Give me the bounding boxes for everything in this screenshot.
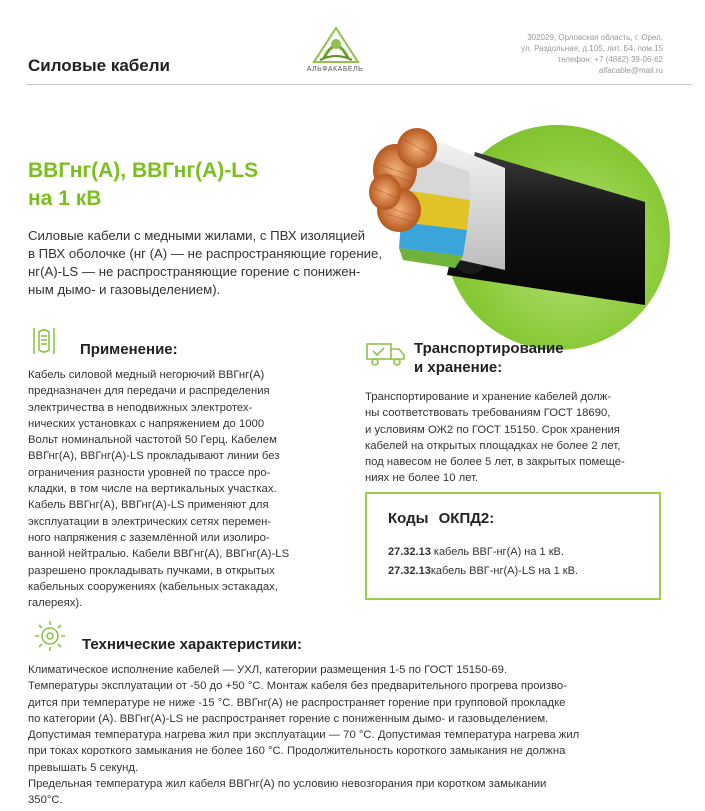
application-line: предназначен для передачи и распределения (28, 385, 270, 398)
application-line: разрешено прокладывать пучками, в открытых (28, 564, 275, 577)
contact-email[interactable]: alfacable@mail.ru (598, 66, 663, 75)
tech-line: превышать 5 секунд. (28, 761, 139, 774)
header-title: Силовые кабели (28, 56, 171, 75)
code-number: 27.32.13 (388, 565, 431, 577)
transport-line: под навесом не более 5 лет, в закрытых помеще- (365, 456, 625, 469)
transport-line: кабелей на открытых площадках не более 2 лет, (365, 439, 621, 452)
tech-line: дится при температуре не ниже -15 °С. ВВГнг(А) не распространяет горение при групповой прокладке (28, 696, 566, 709)
code-description: кабель ВВГ-нг(А) на 1 кВ. (430, 546, 564, 558)
tech-text (28, 662, 688, 809)
intro-line: ным дымо- и газовыделением). (28, 282, 221, 297)
application-line: Кабель ВВГнг(А), ВВГнг(А)-LS применяют для (28, 499, 269, 512)
tech-line: 350°С. (28, 794, 63, 807)
contact-address-line2: ул. Раздольная, д.105, лит. Б4, пом.15 (521, 44, 663, 53)
code-number: 27.32.13 (388, 546, 431, 558)
product-title (28, 157, 258, 213)
transport-title-line2: и хранение: (414, 359, 503, 376)
contact-phone: телефон: +7 (4862) 39-06-62 (557, 55, 663, 64)
tech-line: Допустимая температура нагрева жил при эксплуатации — 70 °С. Допустимая температура нагрева жил (28, 729, 580, 742)
transport-line: и условиям ОЖ2 по ГОСТ 15150. Срок хранения (365, 423, 620, 436)
delivery-truck-icon (365, 341, 407, 367)
code-entry (388, 546, 564, 558)
tech-line: при токах короткого замыкания не более 160 °С. Продолжительность короткого замыкания не должна (28, 745, 566, 758)
transport-line: ниях не более 10 лет. (365, 472, 479, 485)
application-line: кладки, в том числе на вертикальных участках. (28, 483, 277, 496)
application-line: кабельных сооружениях (кабельных эстакадах, (28, 580, 278, 593)
intro-line: Силовые кабели с медными жилами, с ПВХ изоляцией (28, 228, 366, 243)
code-entry (388, 565, 578, 577)
tech-line: Температуры эксплуатации от -50 до +50 °С. Монтаж кабеля без предварительного прогрева произво- (28, 680, 567, 693)
product-intro (28, 227, 448, 299)
intro-line: нг(А)-LS — не распространяющие горение с понижен- (28, 264, 361, 279)
codes-title: Коды ОКПД2: (388, 510, 495, 527)
gear-icon (30, 617, 70, 655)
tech-line: Климатическое исполнение кабелей — УХЛ, категории размещения 1-5 по ГОСТ 15150-69. (28, 664, 508, 676)
contact-address-line1: 302029, Орловская область, г. Орел, (527, 33, 663, 42)
product-title-line1: ВВГнг(А), ВВГнг(А)-LS (28, 159, 259, 182)
application-line: Кабель силовой медный негорючий ВВГнг(А) (28, 369, 265, 381)
transport-text (365, 389, 665, 487)
application-line: нических установках с напряжением до 1000 (28, 417, 265, 430)
tech-title: Технические характеристики: (82, 636, 303, 653)
contact-block (521, 32, 663, 76)
application-line: ограничения разности уровней по трассе про- (28, 466, 271, 479)
code-description: кабель ВВГ-нг(А)-LS на 1 кВ. (430, 565, 578, 577)
tech-line: по категории (А). ВВГнг(А)-LS не распространяет горение с пониженным дымо- и газовыделением. (28, 712, 549, 725)
application-line: ного напряжения с заземлённой или изолиро- (28, 531, 270, 544)
product-title-line2: на 1 кВ (28, 187, 102, 210)
logo-wordmark: АЛЬФАКАБЕЛЬ (306, 66, 364, 73)
transport-title-line1: Транспортирование (414, 340, 564, 357)
header-divider (26, 84, 692, 85)
application-line: Вольт номинальной частотой 50 Герц. Кабелем (28, 434, 277, 447)
application-line: галереях). (28, 597, 83, 610)
transport-line: Транспортирование и хранение кабелей долж- (365, 391, 612, 403)
application-text (28, 367, 328, 611)
application-line: ванной нейтралью. Кабели ВВГнг(А), ВВГнг(А)-LS (28, 548, 290, 561)
application-line: ВВГнг(А), ВВГнг(А)-LS прокладывают линии без (28, 450, 280, 463)
transport-title (414, 339, 564, 377)
application-line: электричества в неподвижных электротех- (28, 401, 253, 414)
application-title: Применение: (80, 341, 178, 358)
transport-line: ны соответствовать требованиям ГОСТ 18690, (365, 407, 611, 420)
cable-cross-section-icon (30, 326, 58, 356)
intro-line: в ПВХ оболочке (нг (А) — не распространяющие горение, (28, 246, 383, 261)
application-line: эксплуатации в электрических сетях перемен- (28, 515, 272, 528)
tech-line: Предельная температура жил кабеля ВВГнг(А) по условию невозгорания при коротком замыкании (28, 778, 547, 791)
